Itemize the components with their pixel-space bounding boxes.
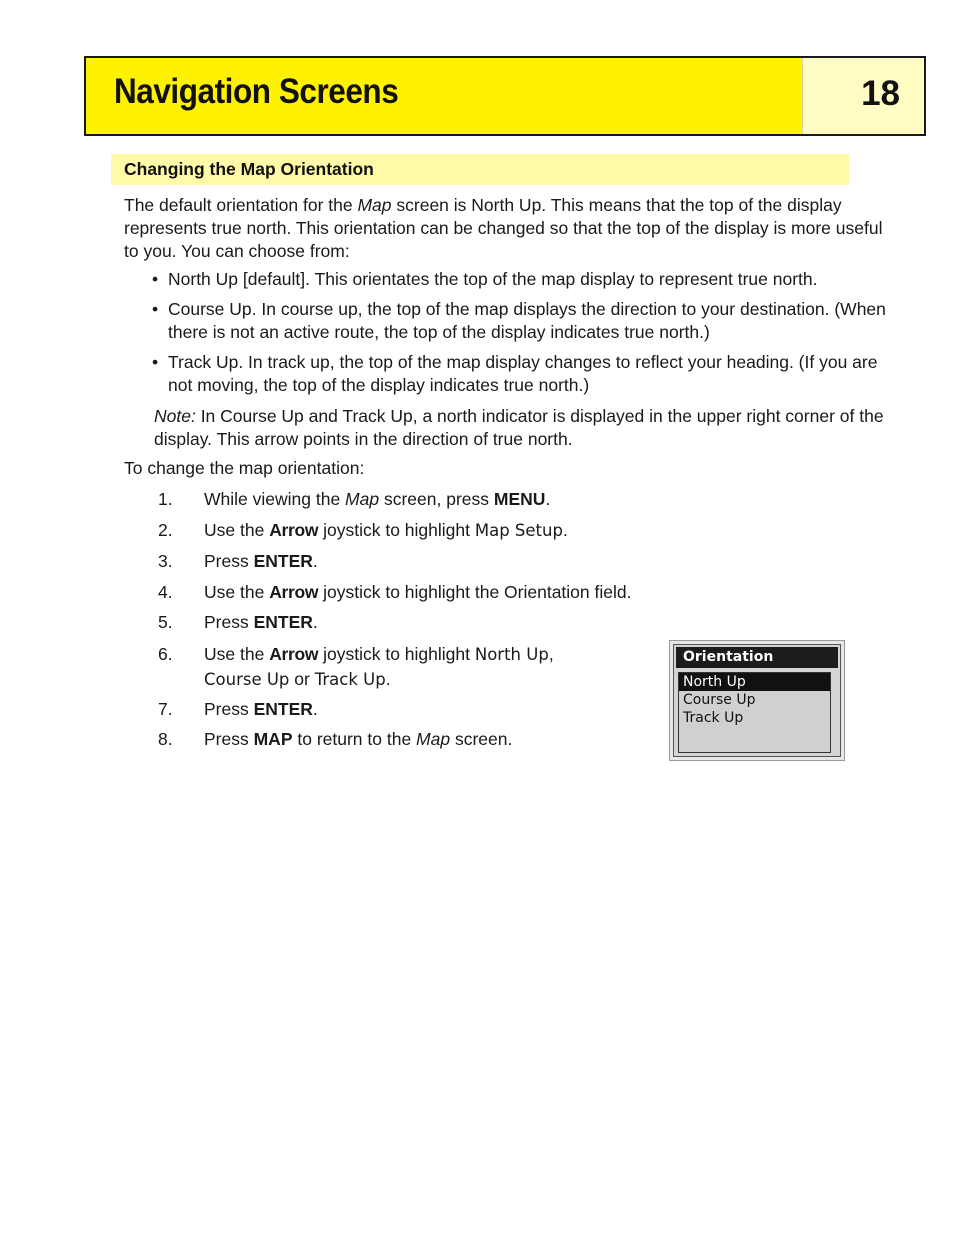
key-arrow: Arrow	[269, 644, 319, 664]
key-enter: ENTER	[253, 551, 313, 571]
step-text: screen, press	[379, 489, 494, 509]
step-number: 6.	[158, 644, 173, 664]
step-6	[158, 642, 554, 692]
bullet-text: North Up [default]. This orientates the top of the map display to represent true north.	[168, 269, 818, 289]
step-text: .	[385, 669, 391, 689]
orientation-screen-illustration	[669, 640, 845, 761]
step-text: joystick to highlight	[318, 644, 475, 664]
step-number: 2.	[158, 520, 173, 540]
list-item	[152, 351, 897, 397]
screen-option-track-up: Track Up	[683, 710, 744, 726]
step-text: While viewing the	[204, 489, 346, 509]
screen-option-north-up: North Up	[679, 673, 830, 691]
step-text: Press	[204, 699, 254, 719]
list-item	[152, 298, 897, 344]
step-3	[158, 549, 318, 573]
page-title: Navigation Screens	[114, 72, 399, 111]
step-number: 3.	[158, 551, 173, 571]
step-4	[158, 580, 631, 604]
bullet-text: Track Up. In track up, the top of the map display changes to reflect your heading. (If you are not moving, the top of the display indicates true north.)	[168, 352, 878, 395]
orientation-options-list	[152, 268, 897, 404]
step-text: .	[312, 551, 318, 571]
menu-item-map-setup: Map Setup	[474, 521, 563, 540]
page-number-box	[803, 58, 924, 134]
step-number: 1.	[158, 489, 173, 509]
step-number: 7.	[158, 699, 173, 719]
key-map: MAP	[253, 729, 293, 749]
header-title-box	[86, 58, 803, 134]
bullet-text: Course Up. In course up, the top of the map displays the direction to your destination. (When there is not an active route, the top of the display indicates true north.)	[168, 299, 886, 342]
section-title: Changing the Map Orientation	[124, 159, 374, 179]
option-course-up: Course Up	[204, 670, 290, 689]
screen-option-course-up: Course Up	[683, 692, 756, 708]
key-enter: ENTER	[253, 612, 313, 632]
step-text: Press	[204, 729, 254, 749]
step-number: 5.	[158, 612, 173, 632]
screen-display	[673, 644, 841, 757]
step-5	[158, 610, 318, 634]
map-term: Map	[416, 729, 451, 749]
bullet-dot: •	[152, 299, 159, 319]
step-text: Use the	[204, 520, 270, 540]
key-arrow: Arrow	[269, 582, 319, 602]
step-text: or	[289, 669, 315, 689]
step-text: .	[562, 520, 568, 540]
screen-option-list	[678, 672, 831, 753]
note-paragraph	[154, 405, 899, 451]
step-8	[158, 727, 512, 751]
bullet-dot: •	[152, 269, 159, 289]
step-1	[158, 487, 550, 511]
key-enter: ENTER	[253, 699, 313, 719]
step-text: ,	[548, 644, 554, 664]
section-heading-bar	[111, 154, 849, 185]
step-text: Press	[204, 612, 254, 632]
step-text: joystick to highlight	[318, 520, 475, 540]
intro-text-1: The default orientation for the	[124, 195, 358, 215]
step-number: 4.	[158, 582, 173, 602]
step-text: joystick to highlight the Orientation field.	[318, 582, 632, 602]
step-text: Use the	[204, 582, 270, 602]
page-header	[84, 56, 926, 136]
step-text: .	[312, 612, 318, 632]
intro-paragraph	[124, 194, 894, 263]
option-north-up: North Up	[474, 645, 549, 664]
key-arrow: Arrow	[269, 520, 319, 540]
step-number: 8.	[158, 729, 173, 749]
step-7	[158, 697, 318, 721]
step-text: .	[545, 489, 551, 509]
intro-map-term: Map	[357, 195, 392, 215]
step-2	[158, 518, 568, 543]
step-text: to return to the	[292, 729, 417, 749]
step-text: .	[312, 699, 318, 719]
option-track-up: Track Up	[314, 670, 386, 689]
note-text: In Course Up and Track Up, a north indicator is displayed in the upper right corner of the display. This arrow points in the direction of true north.	[154, 406, 884, 449]
screen-title: Orientation	[676, 647, 838, 668]
steps-intro: To change the map orientation:	[124, 458, 365, 478]
map-term: Map	[345, 489, 380, 509]
key-menu: MENU	[493, 489, 546, 509]
list-item	[152, 268, 897, 291]
step-text: Press	[204, 551, 254, 571]
step-text: screen.	[450, 729, 513, 749]
intro-text-2: screen is North Up. This means that the top of the display represents true north. This orientation can be changed so that the top of the display is more useful to you. You can choose from:	[124, 195, 883, 261]
step-text: Use the	[204, 644, 270, 664]
bullet-dot: •	[152, 352, 159, 372]
note-label: Note:	[154, 406, 196, 426]
page-number: 18	[861, 74, 900, 113]
